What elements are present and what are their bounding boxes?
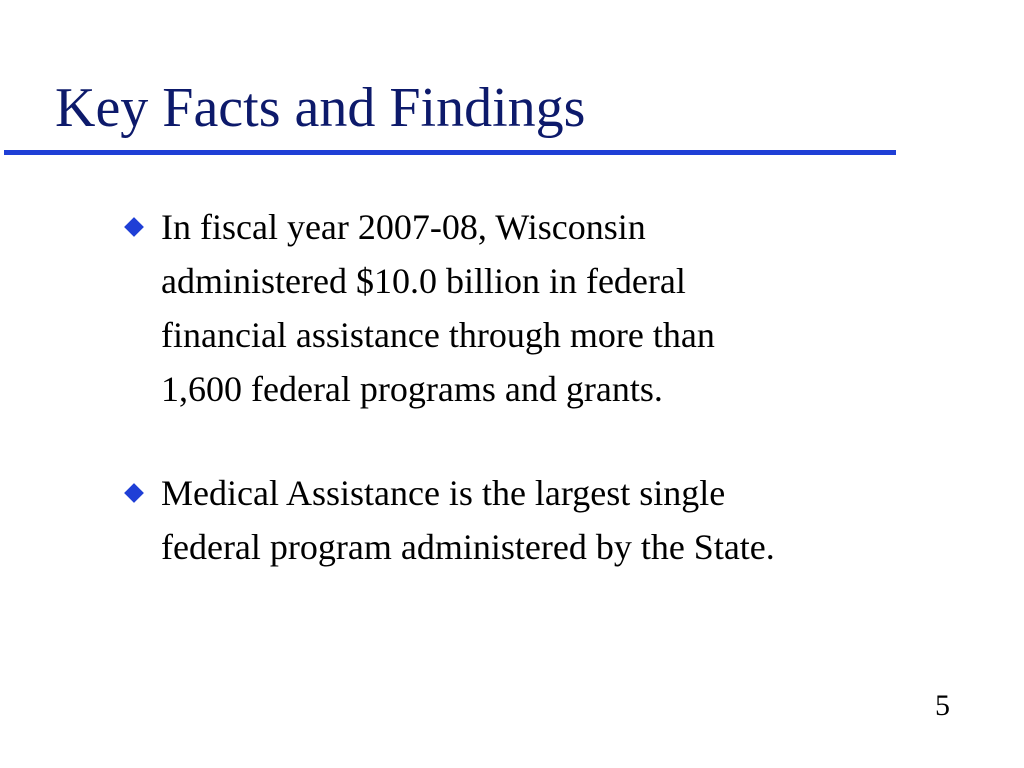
page-number: 5 <box>935 689 950 722</box>
title-underline <box>4 150 896 155</box>
bullet-text: In fiscal year 2007-08, Wisconsin administered $10.0 billion in federal financial assistance through more than 1,600 federal programs and grants. <box>161 207 715 409</box>
diamond-bullet-icon <box>124 483 144 503</box>
diamond-bullet-icon <box>124 217 144 237</box>
bullet-text: Medical Assistance is the largest single federal program administered by the State. <box>161 473 775 567</box>
slide-title: Key Facts and Findings <box>55 77 586 139</box>
bullet-item <box>125 466 985 574</box>
bullet-list <box>125 200 985 574</box>
bullet-item <box>125 200 985 416</box>
